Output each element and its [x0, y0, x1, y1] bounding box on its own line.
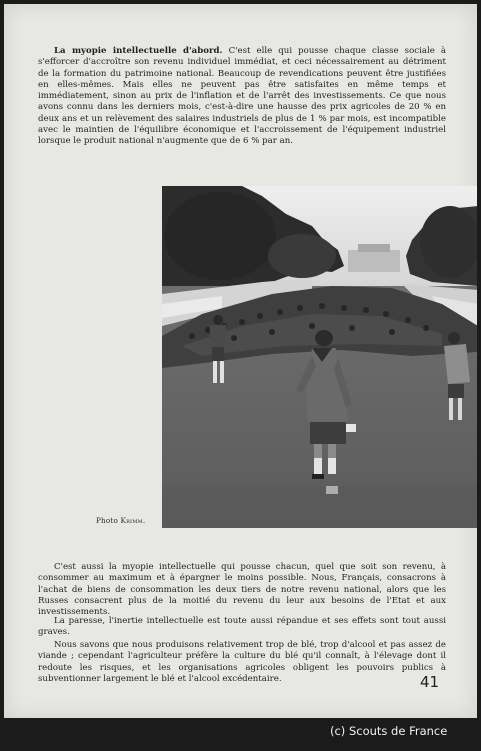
book-page [4, 4, 477, 718]
credit-prefix: Photo [96, 516, 119, 525]
paragraph-paresse: La paresse, l'inertie intellectuelle est toute aussi répandue et ses effets sont tout aussi graves. [38, 616, 446, 638]
scout-gathering-photo [162, 186, 477, 528]
paragraph-consommation: C'est aussi la myopie intellectuelle qui pousse chacun, quel que soit son revenu, à consommer au maximum et à épargner le moins possible. Nous, Français, consacrons à l'achat de biens de consommation les deux tiers de notre revenu national, alors que les Russes consacrent plus de la moitié du revenu du leur aux besoins de l'Etat et aux investissements. [38, 562, 446, 618]
photo-credit [96, 516, 145, 525]
paragraph-production: Nous savons que nous produisons relativement trop de blé, trop d'alcool et pas assez de viande ; cependant l'agriculteur préfère la culture du blé qu'il connaît, à l'élevage dont il redoute les risques, et les organisations agricoles obligent les pouvoirs publics à subventionner largement le blé et l'alcool excédentaire. [38, 640, 446, 684]
credit-name: Krimm. [120, 516, 146, 525]
copyright-watermark: (c) Scouts de France [330, 724, 448, 738]
paragraph-lead: La myopie intellectuelle d'abord. [54, 46, 223, 56]
paragraph-myopie [38, 46, 446, 148]
page-number: 41 [420, 673, 440, 691]
paragraph-body: C'est elle qui pousse chaque classe sociale à s'efforcer d'accroître son revenu individuel immédiat, et ceci nécessairement au détriment de la formation du patrimoine national. Beaucoup de revendications peuvent être justifiées en elles-mêmes. Mais elles ne peuvent pas être satisfaites en même temps et immédiatement, sinon au prix de l'inflation et de l'arrêt des investissements. Ce que nous avons connu dans les derniers mois, c'est-à-dire une hausse des prix agricoles de 20 % en deux ans et un relèvement des salaires industriels de plus de 1 % par mois, est incompatible avec le maintien de l'équilibre économique et l'accroissement de l'équipement industriel lorsque le produit national n'augmente que de 6 % par an. [38, 46, 446, 147]
